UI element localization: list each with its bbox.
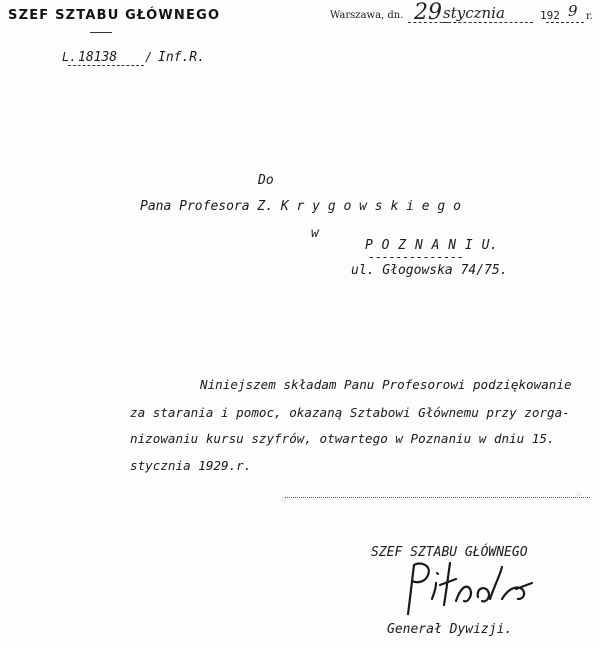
- date-day-rule: [408, 22, 448, 23]
- reference-department: Inf.R.: [158, 50, 205, 65]
- addressee-city: P O Z N A N I U.: [365, 238, 499, 253]
- reference-separator: /: [145, 50, 153, 64]
- addressee-to: Do: [258, 173, 274, 188]
- scan-speck: [576, 492, 581, 497]
- reference-prefix: L.: [62, 50, 77, 64]
- handwritten-signature-icon: [398, 559, 538, 619]
- signature-role: Generał Dywizji.: [387, 622, 513, 637]
- addressee-street: ul. Głogowska 74/75.: [351, 263, 508, 278]
- body-line: Niniejszem składam Panu Profesorowi podziękowanie: [200, 377, 572, 392]
- body-line: stycznia 1929.r.: [130, 458, 252, 473]
- addressee-recipient: Pana Profesora Z. K r y g o w s k i e g o: [140, 199, 461, 214]
- date-year-hand: 9: [568, 2, 578, 20]
- place-date-prefix: Warszawa, dn.: [330, 10, 404, 21]
- reference-number: 18138: [78, 50, 118, 65]
- issuer-heading: SZEF SZTABU GŁÓWNEGO: [8, 8, 221, 23]
- date-day: 29: [414, 0, 442, 25]
- reference-rule: [68, 65, 144, 66]
- scan-dotted-line: [285, 497, 590, 498]
- date-year-rule: [546, 22, 584, 23]
- issuer-rule: [90, 32, 112, 33]
- signature-title: SZEF SZTABU GŁÓWNEGO: [371, 545, 528, 560]
- date-year-printed: 192: [540, 9, 560, 22]
- scan-speck: [280, 496, 286, 502]
- date-year-suffix: r.: [586, 11, 593, 22]
- date-month-rule: [443, 22, 533, 23]
- body-line: za starania i pomoc, okazaną Sztabowi Głównemu przy zorga-: [130, 405, 570, 420]
- addressee-city-underline: --------------: [368, 250, 464, 264]
- date-month: stycznia: [443, 4, 505, 22]
- addressee-in: w: [311, 226, 319, 241]
- body-line: nizowaniu kursu szyfrów, otwartego w Poznaniu w dniu 15.: [130, 431, 555, 446]
